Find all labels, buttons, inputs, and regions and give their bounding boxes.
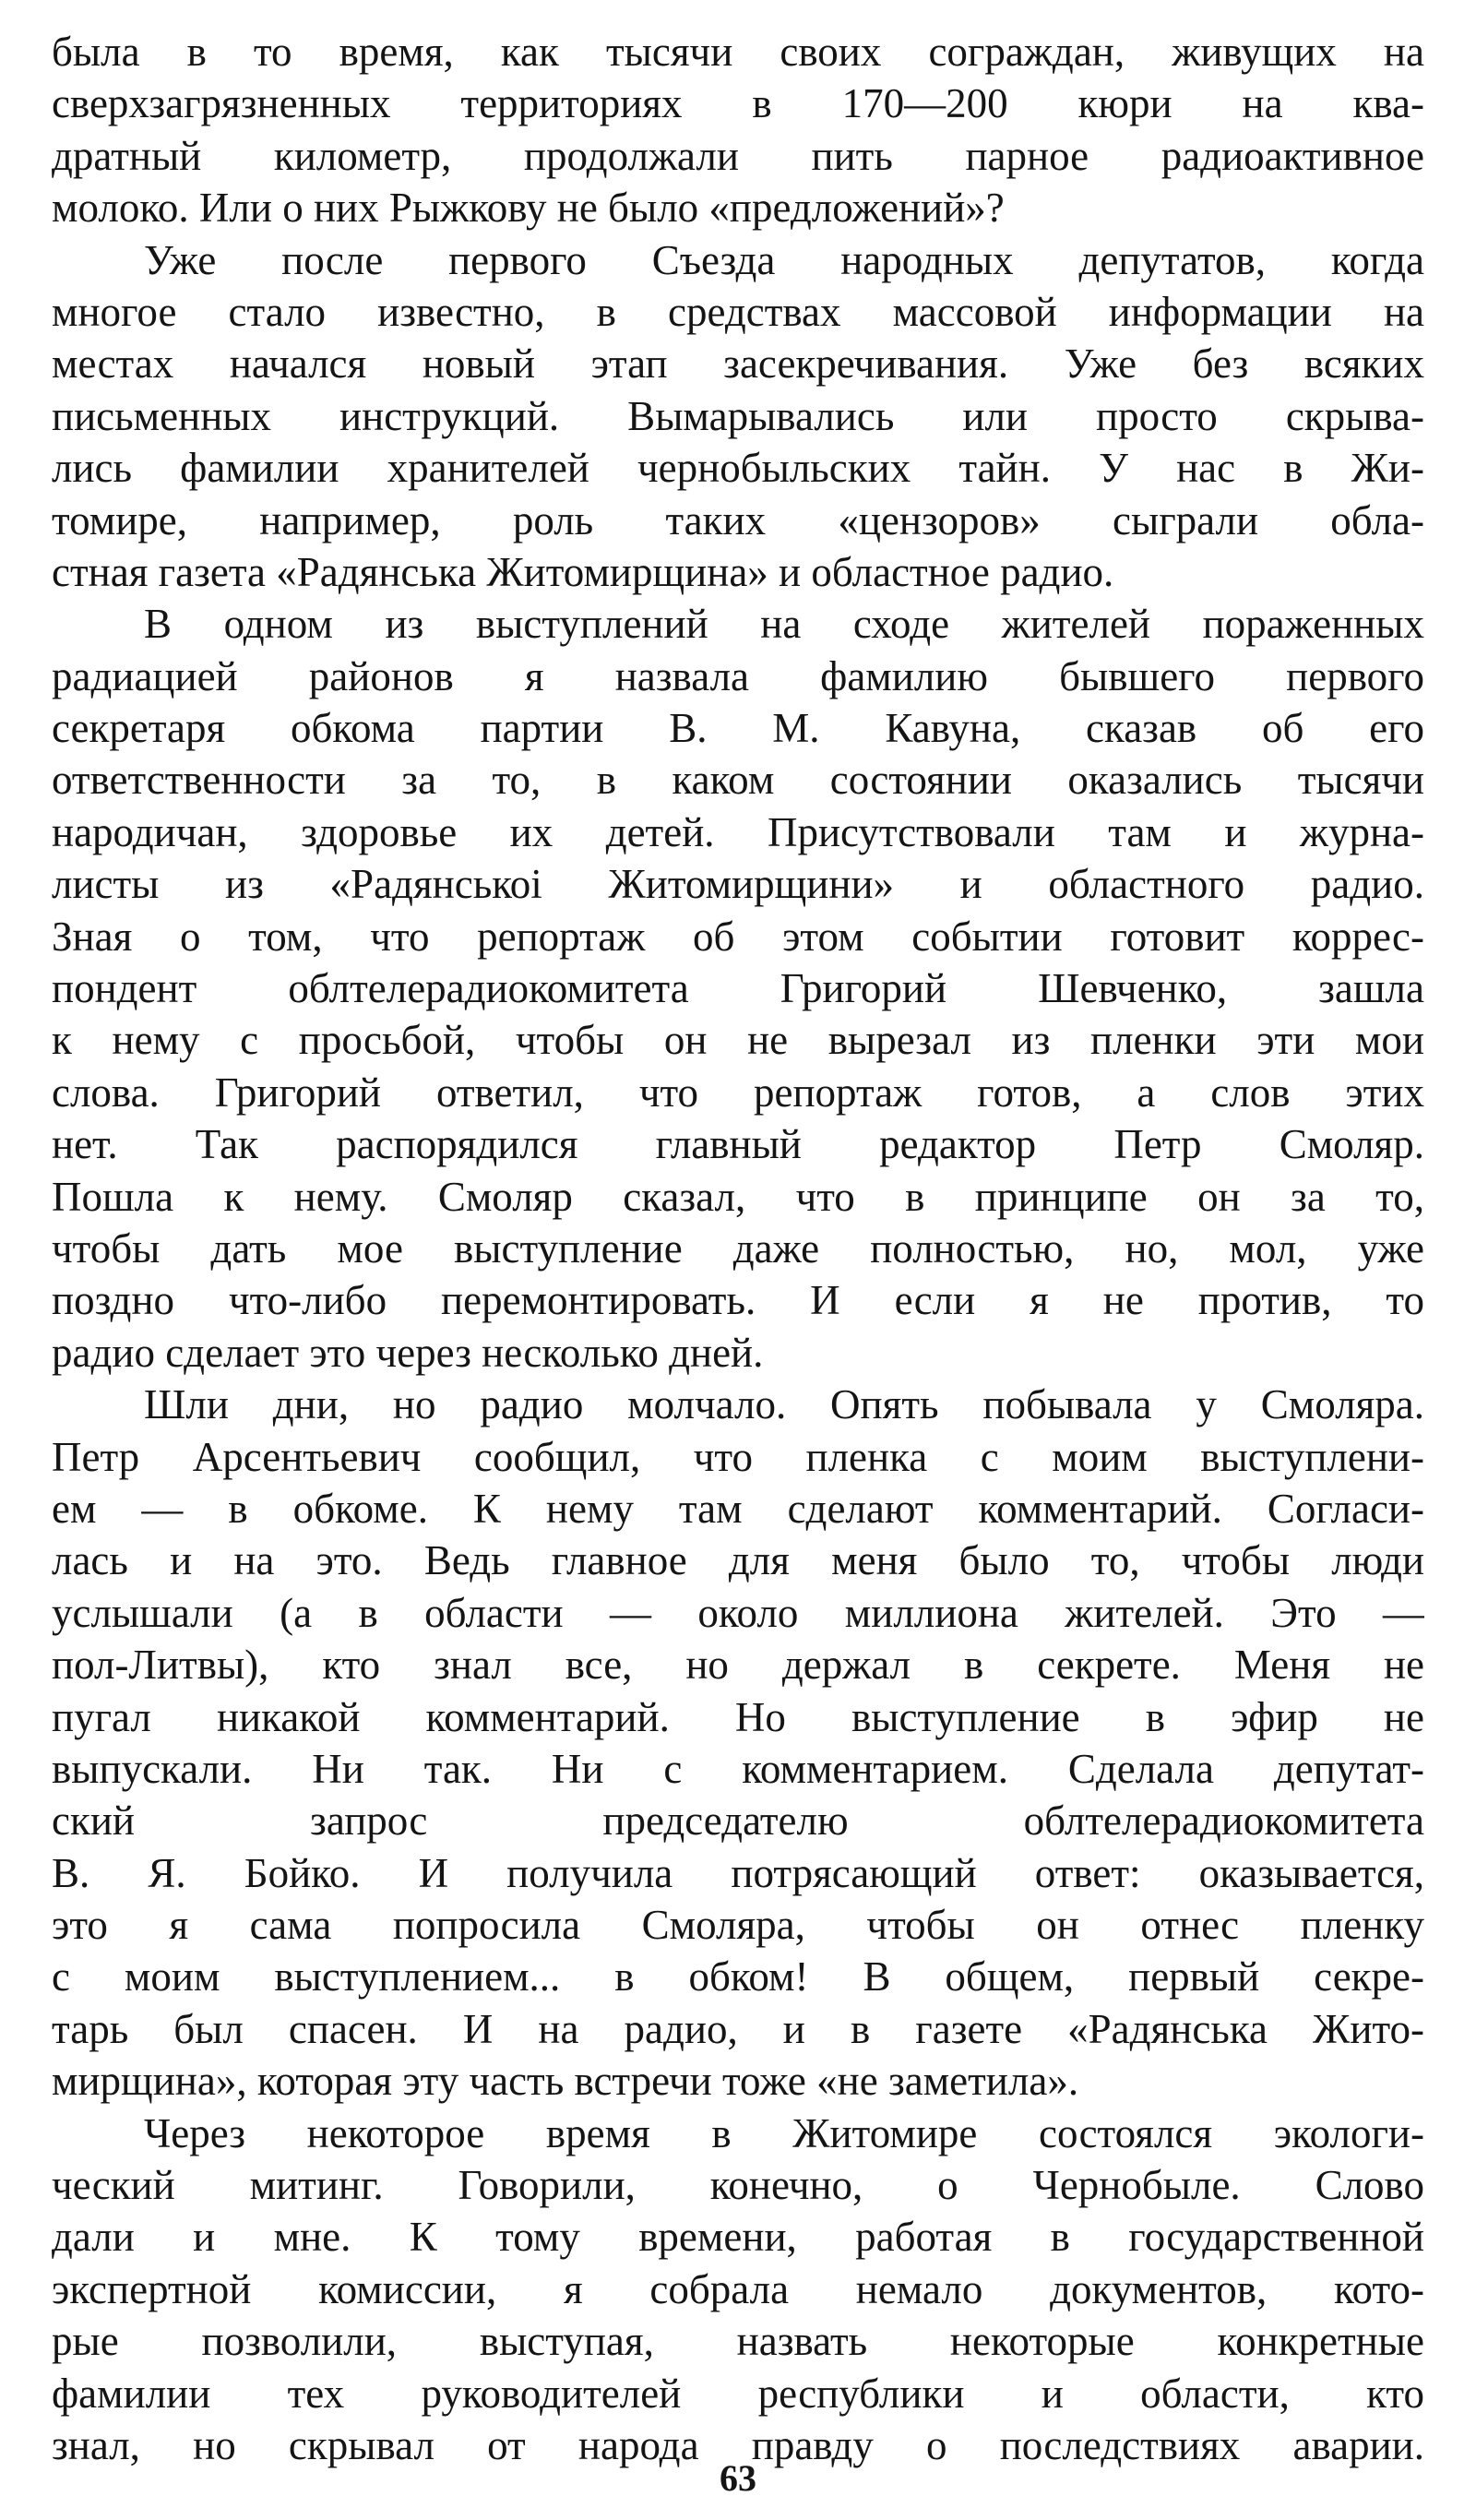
- paragraph-first-line: Шли дни, но радио молчало. Опять побывала у Смоляра.: [144, 1381, 1424, 1428]
- page-number: 63: [720, 2457, 756, 2499]
- text-line: пондент облтелерадиокомитета Григорий Шевченко, зашла: [52, 965, 1424, 1012]
- text-line: ем — в обкоме. К нему там сделают комментарий. Согласи-: [52, 1485, 1424, 1532]
- text-line: пугал никакой комментарий. Но выступление в эфир не: [52, 1693, 1424, 1740]
- text-line: сверхзагрязненных территориях в 170—200 кюри на ква-: [52, 80, 1424, 127]
- text-line: экспертной комиссии, я собрала немало документов, кото-: [52, 2265, 1424, 2312]
- text-line: дратный километр, продолжали пить парное радиоактивное: [52, 132, 1424, 179]
- body-text: [52, 26, 1424, 2471]
- text-line: выпускали. Ни так. Ни с комментарием. Сделала депутат-: [52, 1745, 1424, 1792]
- text-line: местах начался новый этап засекречивания. Уже без всяких: [52, 340, 1424, 388]
- text-line: В. Я. Бойко. И получила потрясающий ответ: оказывается,: [52, 1849, 1424, 1896]
- text-line: лась и на это. Ведь главное для меня было то, чтобы люди: [52, 1537, 1424, 1584]
- text-line: дали и мне. К тому времени, работая в государственной: [52, 2214, 1424, 2261]
- text-line: пол-Литвы), кто знал все, но держал в секрете. Меня не: [52, 1642, 1424, 1689]
- text-line: стная газета «Радянська Житомирщина» и областное радио.: [52, 548, 1114, 595]
- text-line: к нему с просьбой, чтобы он не вырезал из пленки эти мои: [52, 1017, 1424, 1064]
- text-line: чтобы дать мое выступление даже полностью, но, мол, уже: [52, 1224, 1424, 1272]
- text-line: рые позволили, выступая, назвать некоторые конкретные: [52, 2318, 1424, 2365]
- text-line: листы из «Радянськоі Житомирщини» и областного радио.: [52, 861, 1424, 908]
- text-line: слова. Григорий ответил, что репортаж готов, а слов этих: [52, 1069, 1424, 1116]
- paragraph-first-line: Уже после первого Съезда народных депутатов, когда: [144, 236, 1424, 283]
- text-line: с моим выступлением... в обком! В общем, первый секре-: [52, 1953, 1424, 2000]
- text-line: народичан, здоровье их детей. Присутствовали там и журна-: [52, 808, 1424, 855]
- text-line: нет. Так распорядился главный редактор Петр Смоляр.: [52, 1121, 1424, 1168]
- text-line: молоко. Или о них Рыжкову не было «предложений»?: [52, 185, 1005, 232]
- text-line: была в то время, как тысячи своих сограждан, живущих на: [52, 29, 1424, 75]
- text-line: радиацией районов я назвала фамилию бывшего первого: [52, 652, 1424, 699]
- text-line: тарь был спасен. И на радио, и в газете «Радянська Жито-: [52, 2005, 1424, 2052]
- text-line: ческий митинг. Говорили, конечно, о Чернобыле. Слово: [52, 2162, 1424, 2209]
- text-line: фамилии тех руководителей республики и области, кто: [52, 2370, 1424, 2417]
- text-line: секретаря обкома партии В. М. Кавуна, сказав об его: [52, 705, 1424, 752]
- text-line: письменных инструкций. Вымарывались или просто скрыва-: [52, 392, 1424, 439]
- text-line: томире, например, роль таких «цензоров» сыграли обла-: [52, 496, 1424, 543]
- paragraph-first-line: Через некоторое время в Житомире состоялся экологи-: [144, 2109, 1424, 2156]
- text-line: мирщина», которая эту часть встречи тоже «не заметила».: [52, 2058, 1079, 2105]
- text-line: это я сама попросила Смоляра, чтобы он отнес пленку: [52, 1902, 1424, 1949]
- text-line: Зная о том, что репортаж об этом событии готовит коррес-: [52, 913, 1424, 960]
- paragraph-first-line: В одном из выступлений на сходе жителей пораженных: [144, 601, 1424, 648]
- text-line: Петр Арсентьевич сообщил, что пленка с моим выступлени-: [52, 1433, 1424, 1480]
- text-line: лись фамилии хранителей чернобыльских тайн. У нас в Жи-: [52, 445, 1424, 492]
- text-line: многое стало известно, в средствах массовой информации на: [52, 288, 1424, 335]
- text-line: Пошла к нему. Смоляр сказал, что в принципе он за то,: [52, 1173, 1424, 1220]
- text-line: знал, но скрывал от народа правду о последствиях аварии.: [52, 2421, 1424, 2468]
- text-line: услышали (а в области — около миллиона жителей. Это —: [52, 1589, 1424, 1636]
- text-line: ский запрос председателю облтелерадиокомитета: [52, 1797, 1424, 1845]
- text-line: радио сделает это через несколько дней.: [52, 1329, 764, 1376]
- text-line: поздно что-либо перемонтировать. И если я не против, то: [52, 1277, 1424, 1324]
- text-line: ответственности за то, в каком состоянии оказались тысячи: [52, 757, 1424, 804]
